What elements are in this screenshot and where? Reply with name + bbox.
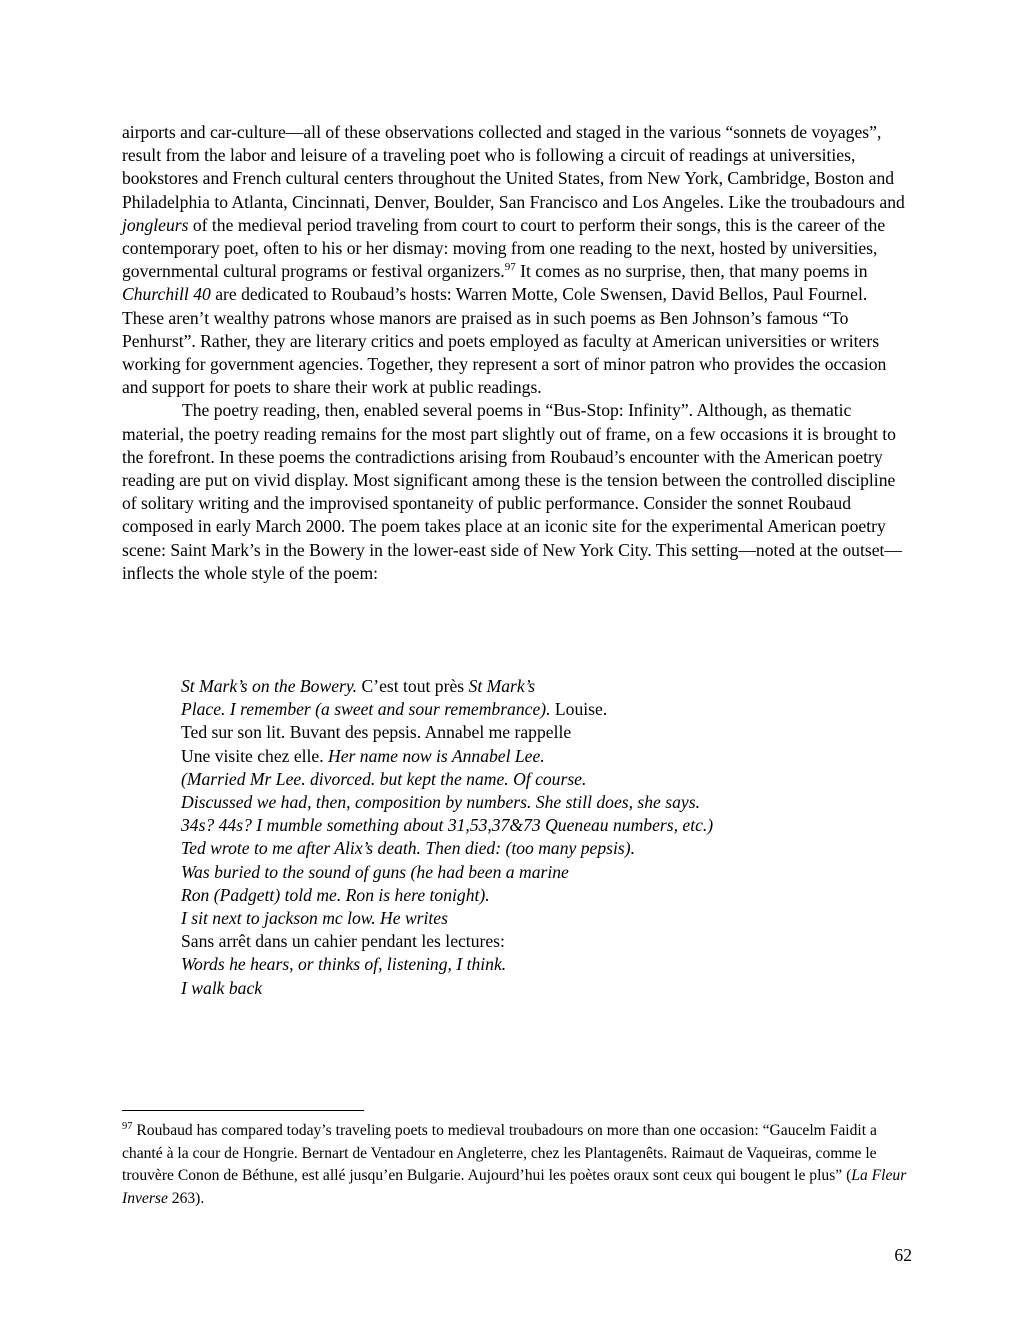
poem-line-6-italic: Discussed we had, then, composition by numbers. She still does, she says. xyxy=(181,792,700,813)
poem-line-5 xyxy=(181,768,881,791)
paragraph-1-italic-title: Churchill 40 xyxy=(122,284,211,305)
footnote-reference[interactable]: 97 xyxy=(504,261,516,274)
poem-line-1-italic-a: St Mark’s on the Bowery. xyxy=(181,676,358,696)
poem-line-13-italic: Words he hears, or thinks of, listening, I think. xyxy=(181,954,507,975)
footnote-divider xyxy=(122,1110,364,1111)
poem-line-6 xyxy=(181,791,881,814)
poem-line-8 xyxy=(181,837,881,860)
poem-line-9 xyxy=(181,861,881,884)
paragraph-2: The poetry reading, then, enabled several poems in “Bus-Stop: Infinity”. Although, as thematic material, the poetry reading remains for the most part slightly out of frame, on a few occasions it is brought to the forefront. In these poems the contradictions arising from Roubaud’s encounter with the American poetry reading are put on vivid display. Most significant among these is the tension between the controlled discipline of solitary writing and the improvised spontaneity of public performance. Consider the sonnet Roubaud composed in early March 2000. The poem takes place at an iconic site for the experimental American poetry scene: Saint Mark’s in the Bowery in the lower-east side of New York City. This setting—noted at the outset—inflects the whole style of the poem: xyxy=(122,400,903,583)
poem-line-11 xyxy=(181,907,881,930)
poem-line-4-italic: Her name now is Annabel Lee. xyxy=(328,745,545,766)
poem-line-14-italic: I walk back xyxy=(181,977,263,998)
poem-line-13 xyxy=(181,953,881,976)
footnote-text-a: Roubaud has compared today’s traveling poets to medieval troubadours on more than one occasion: “Gaucelm Faidit a chanté à la cour de Hongrie. Bernart de Ventadour en Angleterre, chez les Plantagenêts. Raimaut de Vaqueiras, comme le trouvère Conon de Béthune, est allé jusqu’en Bulgarie. Aujourd’hui les poètes oraux sont ceux qui bougent le plus” ( xyxy=(122,1122,877,1184)
poem-line-5-italic: (Married Mr Lee. divorced. but kept the name. Of course. xyxy=(181,768,587,789)
footnote-text-b: 263). xyxy=(167,1189,205,1207)
poem-line-4 xyxy=(181,745,881,768)
poem-line-8-italic: Ted wrote to me after Alix’s death. Then died: (too many pepsis). xyxy=(181,838,635,859)
paragraph-1-italic-jongleurs: jongleurs xyxy=(122,214,189,235)
poem-line-4-roman: Une visite chez elle. xyxy=(181,745,329,766)
poem-block xyxy=(181,675,881,1000)
poem-line-1-roman: C’est tout près xyxy=(357,676,469,696)
poem-line-2-roman: Louise. xyxy=(550,699,608,720)
poem-line-1-italic-b: St Mark’s xyxy=(468,676,536,696)
poem-line-7-italic: 34s? 44s? I mumble something about 31,53,37&73 Queneau numbers, etc.) xyxy=(181,815,714,836)
page-number: 62 xyxy=(894,1245,912,1265)
footnote-italic-title: La Fleur Inverse xyxy=(122,1167,907,1207)
body-text xyxy=(122,121,912,585)
paragraph-1-text-b: of the medieval period traveling from court to court to perform their songs, this is the career of the contemporary poet, often to his or her dismay: moving from one reading to the next, hosted by universities, governmental cultural programs or festival organizers. xyxy=(122,214,886,282)
paragraph-1-text-a: airports and car-culture—all of these observations collected and staged in the various “sonnets de voyages”, result from the labor and leisure of a traveling poet who is following a circuit of readings at universities, bookstores and French cultural centers throughout the United States, from New York, Cambridge, Boston and Philadelphia to Atlanta, Cincinnati, Denver, Boulder, San Francisco and Los Angeles. Like the troubadours and xyxy=(122,122,905,212)
paragraph-1-text-c: It comes as no surprise, then, that many poems in xyxy=(515,261,868,282)
poem-line-14 xyxy=(181,977,881,1000)
footnote-number: 97 xyxy=(122,1120,133,1132)
poem-line-11-italic: I sit next to jackson mc low. He writes xyxy=(181,908,448,929)
poem-line-2 xyxy=(181,698,881,721)
poem-line-10 xyxy=(181,884,881,907)
poem-line-9-italic: Was buried to the sound of guns (he had been a marine xyxy=(181,861,569,882)
poem-line-7 xyxy=(181,814,881,837)
paragraph-1-text-d: are dedicated to Roubaud’s hosts: Warren Motte, Cole Swensen, David Bellos, Paul Fournel. These aren’t wealthy patrons whose manors are praised as in such poems as Ben Johnson’s famous “To Penhurst”. Rather, they are literary critics and poets employed as faculty at American universities or writers working for government agencies. Together, they represent a sort of minor patron who provides the occasion and support for poets to share their work at public readings. xyxy=(122,284,887,398)
poem-line-10-italic: Ron (Padgett) told me. Ron is here tonight). xyxy=(181,884,490,905)
footnote xyxy=(122,1120,912,1210)
poem-line-3: Ted sur son lit. Buvant des pepsis. Annabel me rappelle xyxy=(181,722,572,743)
poem-line-2-italic: Place. I remember (a sweet and sour remembrance). xyxy=(181,699,551,720)
poem-line-1 xyxy=(181,675,881,698)
paragraph-1 xyxy=(122,121,912,399)
poem-line-12: Sans arrêt dans un cahier pendant les lectures: xyxy=(181,931,505,952)
